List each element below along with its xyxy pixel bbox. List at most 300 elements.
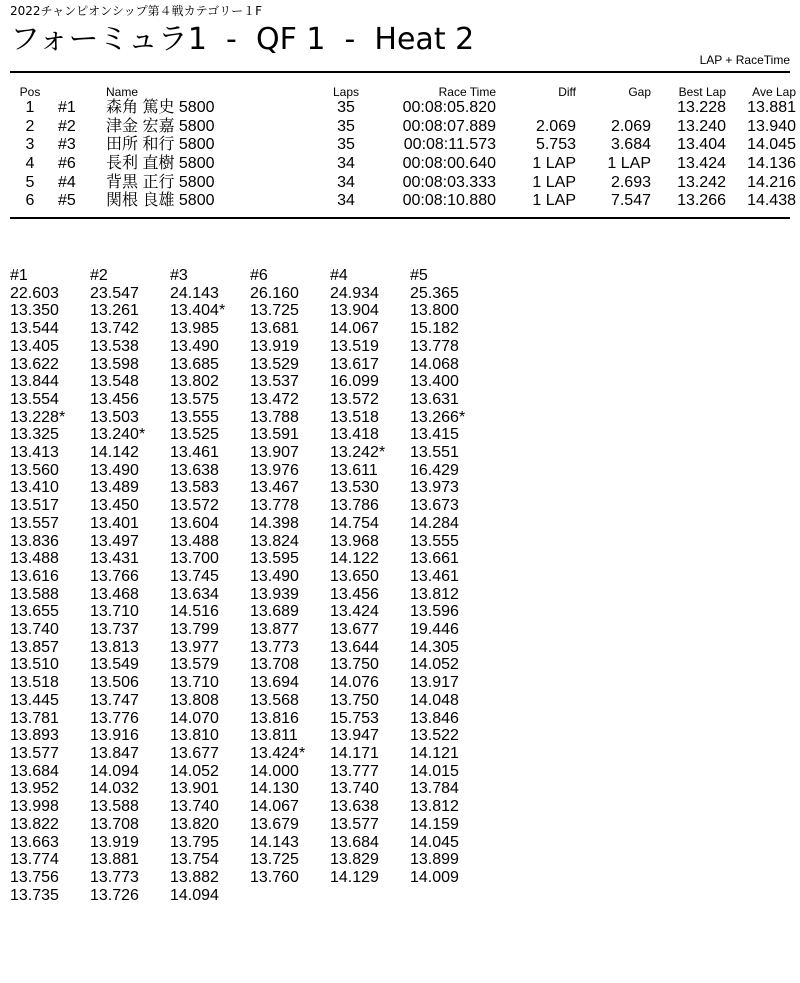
lap-time-cell: 13.740 (330, 780, 379, 798)
lap-time-cell: 13.583 (170, 479, 219, 497)
lap-time-cell: 13.549 (90, 656, 139, 674)
lap-time-cell: 13.677 (170, 744, 219, 762)
lap-time-cell: 13.596 (410, 603, 459, 621)
lap-time-cell: 13.488 (10, 550, 59, 568)
lap-row (10, 586, 490, 604)
header-name: Name (106, 85, 139, 99)
lap-time-cell: 13.778 (250, 497, 299, 515)
pos-cell: 3 (25, 136, 35, 154)
lap-time-cell: 13.617 (330, 355, 379, 373)
lap-time-cell: 13.799 (170, 621, 219, 639)
lap-time-cell: 13.631 (410, 390, 459, 408)
race-time-cell: 00:08:03.333 (402, 173, 496, 191)
car-number-cell: #4 (58, 173, 76, 191)
lap-time-cell: 14.094 (170, 886, 219, 904)
lap-time-cell: 13.519 (330, 337, 379, 355)
lap-time-cell: 14.045 (410, 833, 459, 851)
lap-time-cell: 13.684 (10, 762, 59, 780)
lap-time-cell: 13.737 (90, 621, 139, 639)
lap-column-header: #6 (250, 267, 268, 284)
lap-row (10, 727, 490, 745)
race-time-cell: 00:08:11.573 (403, 136, 496, 154)
lap-time-cell: 13.810 (170, 727, 219, 745)
lap-time-cell: 14.142 (90, 444, 139, 462)
lap-time-cell: 13.595 (250, 550, 299, 568)
lap-time-cell: 13.788 (250, 408, 299, 426)
lap-time-cell (330, 887, 410, 905)
lap-time-cell: 13.325 (10, 426, 59, 444)
lap-row (10, 302, 490, 320)
lap-time-cell: 13.822 (10, 815, 59, 833)
header-race-time: Race Time (438, 85, 496, 99)
lap-time-cell: 13.844 (10, 373, 59, 391)
lap-time-cell: 13.644 (330, 638, 379, 656)
lap-time-cell: 13.518 (10, 674, 59, 692)
lap-time-cell: 14.129 (330, 868, 379, 886)
ave-lap-cell: 14.216 (747, 173, 796, 191)
lap-time-cell: 13.568 (250, 691, 299, 709)
lap-time-cell: 13.836 (10, 532, 59, 550)
race-time-cell: 00:08:00.640 (402, 155, 496, 173)
lap-time-cell: 13.537 (250, 373, 299, 391)
lap-time-cell: 13.829 (330, 851, 379, 869)
car-number-cell: #2 (58, 117, 76, 135)
result-row (10, 118, 796, 137)
lap-time-cell: 13.410 (10, 479, 59, 497)
lap-time-cell: 13.802 (170, 373, 219, 391)
lap-time-cell: 14.048 (410, 691, 459, 709)
result-row (10, 99, 796, 118)
laps-cell: 35 (337, 99, 355, 117)
lap-time-cell: 13.622 (10, 355, 59, 373)
lap-time-cell: 13.418 (330, 426, 379, 444)
pos-cell: 5 (25, 173, 35, 191)
lap-time-cell: 13.685 (170, 355, 219, 373)
lap-time-cell: 13.529 (250, 355, 299, 373)
lap-time-cell: 13.424* (250, 744, 306, 762)
lap-time-cell: 13.725 (250, 851, 299, 869)
lap-time-cell: 13.445 (10, 691, 59, 709)
lap-time-cell: 13.877 (250, 621, 299, 639)
lap-time-cell: 14.516 (170, 603, 219, 621)
lap-row (10, 603, 490, 621)
lap-time-cell: 13.555 (410, 532, 459, 550)
lap-time-cell: 16.099 (330, 373, 379, 391)
header-car (50, 83, 98, 99)
lap-time-cell: 13.538 (90, 337, 139, 355)
lap-time-cell: 13.554 (10, 390, 59, 408)
lap-time-cell: 13.735 (10, 886, 59, 904)
lap-time-cell: 13.544 (10, 320, 59, 338)
lap-row (10, 656, 490, 674)
pos-cell: 1 (25, 99, 35, 117)
lap-time-cell: 13.778 (410, 337, 459, 355)
laps-cell: 34 (337, 192, 355, 210)
lap-time-cell: 13.901 (170, 780, 219, 798)
lap-time-cell: 13.742 (90, 320, 139, 338)
header-ave-lap: Ave Lap (752, 85, 796, 99)
diff-cell: 1 LAP (532, 155, 576, 173)
lap-time-cell: 13.812 (410, 585, 459, 603)
lap-time-cell: 13.846 (410, 709, 459, 727)
lap-time-cell: 13.689 (250, 603, 299, 621)
driver-name-cell: 関根 良雄 5800 (106, 192, 215, 210)
lap-time-cell: 13.489 (90, 479, 139, 497)
lap-time-cell: 13.800 (410, 302, 459, 320)
results-table (10, 83, 796, 211)
lap-time-cell: 13.634 (170, 585, 219, 603)
lap-row (10, 533, 490, 551)
lap-time-cell: 13.572 (170, 497, 219, 515)
laps-cell: 34 (337, 155, 355, 173)
lap-row (10, 356, 490, 374)
lap-time-cell: 14.130 (250, 780, 299, 798)
lap-time-cell: 13.766 (90, 567, 139, 585)
lap-time-cell: 13.976 (250, 461, 299, 479)
lap-time-cell: 22.603 (10, 284, 59, 302)
ave-lap-cell: 14.045 (747, 136, 796, 154)
lap-row (10, 550, 490, 568)
lap-time-cell: 13.813 (90, 638, 139, 656)
lap-time-cell: 13.745 (170, 567, 219, 585)
car-number-cell: #1 (58, 99, 76, 117)
lap-time-cell: 13.673 (410, 497, 459, 515)
lap-time-cell: 13.663 (10, 833, 59, 851)
lap-time-cell: 13.415 (410, 426, 459, 444)
lap-time-cell: 13.820 (170, 815, 219, 833)
lap-row (10, 426, 490, 444)
lap-time-cell (250, 887, 330, 905)
lap-time-cell: 13.968 (330, 532, 379, 550)
lap-time-cell: 13.725 (250, 302, 299, 320)
results-bottom-rule (10, 217, 790, 219)
lap-time-cell: 13.750 (330, 656, 379, 674)
lap-row (10, 816, 490, 834)
lap-row (10, 391, 490, 409)
lap-time-cell (410, 887, 490, 905)
lap-time-cell: 13.916 (90, 727, 139, 745)
car-number-cell: #6 (58, 155, 76, 173)
lap-time-cell: 13.939 (250, 585, 299, 603)
lap-time-cell: 13.677 (330, 621, 379, 639)
lap-time-cell: 14.068 (410, 355, 459, 373)
lap-row (10, 798, 490, 816)
lap-time-cell: 13.424 (330, 603, 379, 621)
lap-row (10, 409, 490, 427)
lap-time-cell: 14.076 (330, 674, 379, 692)
lap-time-cell: 13.413 (10, 444, 59, 462)
lap-time-cell: 13.684 (330, 833, 379, 851)
result-row (10, 136, 796, 155)
lap-time-cell: 13.490 (250, 567, 299, 585)
lap-time-cell: 13.467 (250, 479, 299, 497)
lap-time-cell: 13.998 (10, 798, 59, 816)
lap-time-cell: 13.750 (330, 691, 379, 709)
lap-time-cell: 13.773 (90, 868, 139, 886)
lap-time-cell: 13.882 (170, 868, 219, 886)
lap-time-cell: 13.847 (90, 744, 139, 762)
lap-column-header: #5 (410, 267, 428, 284)
lap-times-header-row (10, 267, 490, 285)
lap-time-cell: 13.551 (410, 444, 459, 462)
race-time-cell: 00:08:05.820 (402, 99, 496, 117)
lap-time-cell: 13.588 (90, 798, 139, 816)
lap-time-cell: 13.611 (330, 461, 378, 479)
lap-time-cell: 14.015 (410, 762, 459, 780)
lap-time-cell: 13.811 (250, 727, 298, 745)
page-title: フォーミュラ1 - QF 1 - Heat 2 (10, 22, 475, 57)
lap-time-cell: 14.754 (330, 514, 379, 532)
gap-cell: 2.069 (610, 117, 651, 135)
lap-time-cell: 14.122 (330, 550, 379, 568)
gap-cell (576, 99, 651, 118)
laps-cell: 35 (337, 136, 355, 154)
lap-column-header: #4 (330, 267, 348, 284)
header-laps: Laps (332, 85, 360, 99)
lap-row (10, 834, 490, 852)
lap-time-cell: 14.094 (90, 762, 139, 780)
lap-row (10, 780, 490, 798)
lap-times-table (10, 267, 490, 904)
lap-time-cell: 13.904 (330, 302, 379, 320)
lap-row (10, 515, 490, 533)
lap-time-cell: 13.557 (10, 514, 59, 532)
lap-time-cell: 13.710 (170, 674, 219, 692)
lap-time-cell: 13.461 (410, 567, 459, 585)
lap-time-cell: 13.638 (330, 798, 379, 816)
lap-time-cell: 13.756 (10, 868, 59, 886)
lap-time-cell: 13.694 (250, 674, 299, 692)
lap-row (10, 285, 490, 303)
lap-time-cell: 13.518 (330, 408, 379, 426)
lap-time-cell: 13.517 (10, 497, 59, 515)
lap-time-cell: 26.160 (250, 284, 299, 302)
lap-time-cell: 13.786 (330, 497, 379, 515)
lap-row (10, 568, 490, 586)
header-diff: Diff (558, 85, 576, 99)
lap-time-cell: 13.773 (250, 638, 299, 656)
best-lap-cell: 13.404 (677, 136, 726, 154)
report-mode-label: LAP + RaceTime (699, 53, 790, 67)
race-time-cell: 00:08:10.880 (402, 192, 496, 210)
lap-time-cell: 13.754 (170, 851, 219, 869)
gap-cell: 1 LAP (607, 155, 651, 173)
lap-time-cell: 13.490 (90, 461, 139, 479)
lap-time-cell: 13.919 (90, 833, 139, 851)
lap-time-cell: 14.171 (330, 744, 379, 762)
lap-time-cell: 13.261 (90, 302, 139, 320)
lap-time-cell: 13.952 (10, 780, 59, 798)
lap-time-cell: 14.067 (250, 798, 299, 816)
lap-time-cell: 13.985 (170, 320, 219, 338)
result-row (10, 155, 796, 174)
driver-name-cell: 長利 直樹 5800 (106, 155, 215, 173)
lap-time-cell: 14.000 (250, 762, 299, 780)
lap-time-cell: 13.899 (410, 851, 459, 869)
lap-time-cell: 13.700 (170, 550, 219, 568)
lap-time-cell: 14.067 (330, 320, 379, 338)
lap-time-cell: 13.579 (170, 656, 219, 674)
lap-time-cell: 13.781 (10, 709, 59, 727)
gap-cell: 7.547 (610, 192, 651, 210)
lap-time-cell: 13.808 (170, 691, 219, 709)
lap-time-cell: 14.284 (410, 514, 459, 532)
lap-time-cell: 13.548 (90, 373, 139, 391)
lap-time-cell: 13.240* (90, 426, 146, 444)
lap-time-cell: 14.159 (410, 815, 459, 833)
lap-row (10, 497, 490, 515)
lap-time-cell: 13.497 (90, 532, 139, 550)
lap-time-cell: 13.650 (330, 567, 379, 585)
lap-row (10, 710, 490, 728)
lap-row (10, 674, 490, 692)
ave-lap-cell: 13.881 (747, 99, 796, 117)
gap-cell: 2.693 (610, 173, 651, 191)
lap-time-cell: 13.795 (170, 833, 219, 851)
lap-row (10, 373, 490, 391)
lap-time-cell: 13.577 (330, 815, 379, 833)
driver-name-cell: 森角 篤史 5800 (106, 99, 215, 117)
lap-time-cell: 13.400 (410, 373, 459, 391)
lap-time-cell: 13.405 (10, 337, 59, 355)
lap-time-cell: 13.638 (170, 461, 219, 479)
lap-time-cell: 13.616 (10, 567, 59, 585)
car-number-cell: #3 (58, 136, 76, 154)
lap-time-cell: 13.598 (90, 355, 139, 373)
lap-time-cell: 15.753 (330, 709, 379, 727)
lap-time-cell: 14.398 (250, 514, 299, 532)
lap-time-cell: 13.506 (90, 674, 139, 692)
diff-cell: 1 LAP (532, 173, 576, 191)
lap-time-cell: 16.429 (410, 461, 459, 479)
lap-time-cell: 13.774 (10, 851, 59, 869)
lap-time-cell: 24.934 (330, 284, 379, 302)
lap-time-cell: 24.143 (170, 284, 219, 302)
lap-time-cell: 13.228* (10, 408, 66, 426)
lap-time-cell: 13.490 (170, 337, 219, 355)
lap-time-cell: 14.070 (170, 709, 219, 727)
lap-row (10, 338, 490, 356)
lap-row (10, 444, 490, 462)
lap-column-header: #1 (10, 267, 28, 284)
lap-time-cell: 14.305 (410, 638, 459, 656)
lap-time-cell: 13.907 (250, 444, 299, 462)
lap-time-cell: 23.547 (90, 284, 139, 302)
lap-row (10, 621, 490, 639)
lap-time-cell: 13.812 (410, 798, 459, 816)
gap-cell: 3.684 (610, 136, 651, 154)
laps-cell: 35 (337, 117, 355, 135)
best-lap-cell: 13.228 (677, 99, 726, 117)
lap-time-cell: 13.740 (10, 621, 59, 639)
lap-time-cell: 13.350 (10, 302, 59, 320)
header-pos: Pos (19, 85, 41, 99)
lap-time-cell: 13.893 (10, 727, 59, 745)
lap-row (10, 745, 490, 763)
lap-time-cell: 13.661 (410, 550, 459, 568)
lap-time-cell: 13.456 (90, 390, 139, 408)
lap-time-cell: 13.401 (90, 514, 139, 532)
lap-time-cell: 14.032 (90, 780, 139, 798)
lap-row (10, 763, 490, 781)
driver-name-cell: 田所 和行 5800 (106, 136, 215, 154)
laps-cell: 34 (337, 173, 355, 191)
results-header-row (10, 83, 796, 99)
lap-time-cell: 13.522 (410, 727, 459, 745)
ave-lap-cell: 14.136 (747, 155, 796, 173)
pos-cell: 6 (25, 192, 35, 210)
lap-time-cell: 13.917 (410, 674, 459, 692)
lap-time-cell: 13.461 (170, 444, 219, 462)
results-top-rule (10, 71, 790, 73)
lap-time-cell: 13.503 (90, 408, 139, 426)
lap-column-header: #2 (90, 267, 108, 284)
lap-time-cell: 13.572 (330, 390, 379, 408)
best-lap-cell: 13.242 (677, 173, 726, 191)
diff-cell (496, 99, 576, 118)
car-number-cell: #5 (58, 192, 76, 210)
lap-time-cell: 13.710 (90, 603, 139, 621)
lap-row (10, 869, 490, 887)
lap-time-cell: 19.446 (410, 621, 459, 639)
lap-time-cell: 13.575 (170, 390, 219, 408)
lap-time-cell: 13.555 (170, 408, 219, 426)
lap-row (10, 692, 490, 710)
pos-cell: 2 (25, 117, 35, 135)
result-row (10, 173, 796, 192)
ave-lap-cell: 13.940 (747, 117, 796, 135)
result-row (10, 192, 796, 211)
lap-row (10, 851, 490, 869)
best-lap-cell: 13.424 (677, 155, 726, 173)
results-body (10, 99, 796, 211)
diff-cell: 2.069 (535, 117, 576, 135)
lap-time-cell: 13.784 (410, 780, 459, 798)
lap-time-cell: 13.242* (330, 444, 386, 462)
lap-time-cell: 13.456 (330, 585, 379, 603)
diff-cell: 5.753 (535, 136, 576, 154)
lap-times-body (10, 285, 490, 905)
lap-time-cell: 14.121 (410, 744, 459, 762)
lap-time-cell: 13.591 (250, 426, 299, 444)
race-time-cell: 00:08:07.889 (402, 117, 496, 135)
lap-time-cell: 13.679 (250, 815, 299, 833)
diff-cell: 1 LAP (532, 192, 576, 210)
lap-column-header: #3 (170, 267, 188, 284)
lap-time-cell: 14.052 (170, 762, 219, 780)
lap-time-cell: 13.740 (170, 798, 219, 816)
pos-cell: 4 (25, 155, 35, 173)
best-lap-cell: 13.240 (677, 117, 726, 135)
lap-time-cell: 13.776 (90, 709, 139, 727)
lap-time-cell: 13.760 (250, 868, 299, 886)
lap-time-cell: 13.857 (10, 638, 59, 656)
lap-row (10, 320, 490, 338)
lap-time-cell: 13.973 (410, 479, 459, 497)
lap-time-cell: 15.182 (410, 320, 459, 338)
lap-time-cell: 13.530 (330, 479, 379, 497)
lap-time-cell: 13.947 (330, 727, 379, 745)
lap-time-cell: 13.488 (170, 532, 219, 550)
lap-time-cell: 13.577 (10, 744, 59, 762)
lap-time-cell: 13.604 (170, 514, 219, 532)
lap-time-cell: 14.052 (410, 656, 459, 674)
driver-name-cell: 背黒 正行 5800 (106, 173, 215, 191)
lap-time-cell: 13.404* (170, 302, 226, 320)
lap-row (10, 462, 490, 480)
driver-name-cell: 津金 宏嘉 5800 (106, 117, 215, 135)
lap-time-cell: 13.525 (170, 426, 219, 444)
